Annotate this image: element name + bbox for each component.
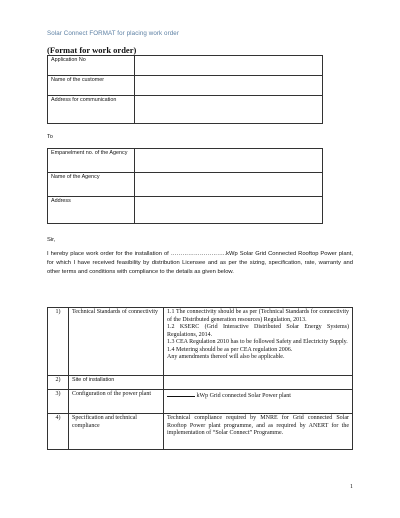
row-number: 2): [48, 376, 69, 390]
body-paragraph: I hereby place work order for the installation of ………………………..kWp Solar Grid Connected Rooftop Power plant, for which I have received feasibility by distribution Licensee and as per the sizing, specification, rate, warranty and other terms and conditions with compliance to the details as given below.: [47, 251, 353, 275]
table-label: Name of the Agency: [48, 173, 135, 197]
table-label: Address: [48, 197, 135, 224]
capacity-blank-field[interactable]: [167, 391, 195, 397]
agency-name-field[interactable]: [135, 173, 323, 197]
communication-address-field[interactable]: [135, 96, 323, 124]
spec-label: Configuration of the power plant: [69, 390, 164, 414]
to-label: To: [47, 134, 53, 140]
spec-value: [164, 390, 353, 414]
page-number: 1: [350, 484, 353, 490]
row-number: 3): [48, 390, 69, 414]
spec-line: 1.2 KSERC (Grid Interactive Distributed Solar Energy Systems) Regulations, 2014.: [167, 324, 349, 338]
spec-label: Technical Standards of connectivity: [69, 308, 164, 376]
table-row: [48, 376, 353, 390]
customer-name-field[interactable]: [135, 76, 323, 96]
table-label: Address for communication: [48, 96, 135, 124]
row-number: 1): [48, 308, 69, 376]
table-label: Name of the customer: [48, 76, 135, 96]
order-info-table: [47, 55, 323, 124]
spec-label: Specification and technical compliance: [69, 414, 164, 450]
table-row: [48, 390, 353, 414]
site-of-installation-field[interactable]: [164, 376, 353, 390]
spec-line: 1.4 Metering should be as per CEA regulation 2006.: [167, 346, 293, 353]
table-row: [48, 308, 353, 376]
table-row: [48, 76, 323, 96]
document-header: Solar Connect FORMAT for placing work order: [47, 30, 179, 37]
spec-table: [47, 307, 353, 450]
table-row: [48, 414, 353, 450]
row-number: 4): [48, 414, 69, 450]
spec-line: 1.1 The connectivity should be as per (Technical Standards for connectivity of the Distributed generation resources) Regulation, 2013.: [167, 309, 349, 323]
salutation: Sir,: [47, 237, 56, 243]
table-row: [48, 56, 323, 76]
table-row: [48, 197, 323, 224]
table-row: [48, 96, 323, 124]
format-title: (Format for work order): [47, 45, 137, 55]
empanelment-no-field[interactable]: [135, 149, 323, 173]
spec-line: 1.3 CEA Regulation 2010 has to be followed Safety and Electricity Supply.: [167, 339, 348, 345]
table-row: [48, 173, 323, 197]
agency-info-table: [47, 148, 323, 224]
spec-label: Site of installation: [69, 376, 164, 390]
table-label: Application No: [48, 56, 135, 76]
spec-line: Any amendments thereof will also be applicable.: [167, 354, 285, 360]
agency-address-field[interactable]: [135, 197, 323, 224]
configuration-text: kWp Grid connected Solar Power plant: [196, 393, 291, 399]
spec-value: Technical compliance required by MNRE for Grid connected Solar Rooftop Power plant programme, and as required by ANERT for the implementation of “Solar Connect” Programme.: [164, 414, 353, 450]
table-label: Empanelment no. of the Agency: [48, 149, 135, 173]
spec-value: [164, 308, 353, 376]
table-row: [48, 149, 323, 173]
application-no-field[interactable]: [135, 56, 323, 76]
